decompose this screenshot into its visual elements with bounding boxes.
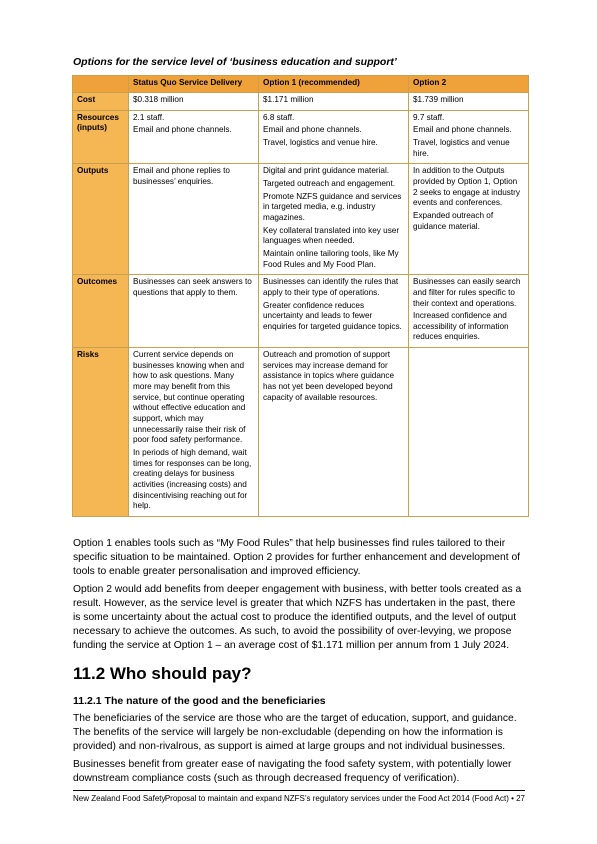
footer-title-page: Proposal to maintain and expand NZFS’s regulatory services under the Food Act 2014 (Food Act) • 27 [164, 794, 525, 803]
table-row [73, 348, 529, 517]
cell-text: Travel, logistics and venue hire. [263, 137, 378, 147]
cell-text: Email and phone channels. [133, 125, 232, 135]
table-cell [259, 275, 409, 348]
paragraph: Option 2 would add benefits from deeper engagement with business, with better tools created as a result. However, as the service level is greater that which NZFS has undertaken in the past, there is some uncertainty about the actual cost to produce the identified outputs, and the level of output necessary to achieve the outcomes. As such, to avoid the possibility of over-levying, we propose funding the service at Option 1 – an average cost of $1.171 million per annum from 1 July 2024. [73, 584, 522, 651]
table-row [73, 93, 529, 111]
cell-text: $0.318 million [133, 95, 184, 104]
table-row [73, 275, 529, 348]
row-header: Outputs [73, 164, 129, 275]
cell-text: Businesses can identify the rules that apply to their type of operations. [263, 277, 399, 297]
footer-org: New Zealand Food Safety [73, 794, 166, 803]
cell-text: Increased confidence and accessibility of information reduces enquiries. [413, 311, 509, 342]
paragraph: Option 1 enables tools such as “My Food Rules” that help businesses find rules tailored to their specific situation to be maintained. Option 2 provides for further enhancement and development of tools to enable greater personalisation and improved efficiency. [73, 538, 521, 577]
table-cell [259, 348, 409, 517]
header-cell [73, 76, 129, 93]
cell-text: 6.8 staff. [263, 112, 295, 122]
cell-text: Travel, logistics and venue hire. [413, 137, 510, 158]
header-cell: Option 1 (recommended) [259, 76, 409, 93]
cell-text: $1.739 million [413, 95, 464, 104]
table-cell [129, 93, 259, 111]
table-cell [409, 93, 529, 111]
cell-text: 9.7 staff. [413, 112, 445, 122]
cell-text: Current service depends on businesses knowing when and how to ask questions. Many more may benefit from this service, but continue operating without effective education and support, which may unnecessarily raise their risk of poor food safety performance. [133, 350, 246, 445]
table-row [73, 110, 529, 164]
table-cell [259, 164, 409, 275]
cell-text: $1.171 million [263, 95, 314, 104]
cell-text: Businesses can easily search and filter for rules specific to their context and operations. [413, 277, 521, 308]
table-cell [129, 275, 259, 348]
table-cell [129, 348, 259, 517]
table-cell [409, 348, 529, 517]
paragraphs-b [73, 712, 525, 786]
cell-text: Email and phone replies to businesses’ enquiries. [133, 166, 230, 186]
paragraph: Businesses benefit from greater ease of navigating the food safety system, with potentially lower downstream compliance costs (such as through decreased frequency of verification). [73, 759, 512, 784]
table-header-row [73, 76, 529, 93]
paragraphs-a [73, 537, 525, 653]
table-cell [259, 93, 409, 111]
cell-text: Key collateral translated into key user languages when needed. [263, 225, 400, 246]
header-cell: Status Quo Service Delivery [129, 76, 259, 93]
table-cell [409, 110, 529, 164]
header-cell: Option 2 [409, 76, 529, 93]
row-header: Risks [73, 348, 129, 517]
paragraph: The beneficiaries of the service are those who are the target of education, support, and guidance. The benefits of the service will largely be non-excludable (depending on how the information is provided) and non-rivalrous, as support is aimed at large groups and not individual businesses. [73, 713, 517, 752]
cell-text: Digital and print guidance material. [263, 166, 390, 176]
options-table [72, 75, 529, 517]
cell-text: Outreach and promotion of support services may increase demand for assistance in topics where guidance has not yet been developed beyond capacity of available resources. [263, 350, 395, 402]
cell-text: Greater confidence reduces uncertainty and leads to fewer enquiries for targeted guidance topics. [263, 300, 402, 331]
cell-text: In periods of high demand, wait times for responses can be long, creating delays for business activities (increasing costs) and disincentivising reaching out for help. [133, 448, 252, 511]
cell-text: 2.1 staff. [133, 112, 165, 122]
section-heading: 11.2 Who should pay? [73, 664, 252, 683]
cell-text: Email and phone channels. [413, 125, 512, 135]
cell-text: Email and phone channels. [263, 125, 362, 135]
subsection-heading: 11.2.1 The nature of the good and the beneficiaries [73, 695, 326, 707]
table-cell [259, 110, 409, 164]
cell-text: Targeted outreach and engagement. [263, 178, 396, 188]
cell-text: Maintain online tailoring tools, like My Food Rules and My Food Plan. [263, 248, 399, 269]
row-header: Outcomes [73, 275, 129, 348]
table-cell [129, 110, 259, 164]
footer-rule [73, 790, 525, 791]
cell-text: Expanded outreach of guidance material. [413, 210, 494, 231]
row-header: Resources (inputs) [73, 110, 129, 164]
table-cell [129, 164, 259, 275]
row-header: Cost [73, 93, 129, 111]
table-cell [409, 164, 529, 275]
table-caption: Options for the service level of ‘business education and support’ [73, 56, 397, 68]
cell-text: In addition to the Outputs provided by Option 1, Option 2 seeks to engage at industry events and conferences. [413, 166, 520, 208]
cell-text: Businesses can seek answers to questions that apply to them. [133, 277, 252, 297]
table-row [73, 164, 529, 275]
table-cell [409, 275, 529, 348]
cell-text: Promote NZFS guidance and services in targeted media, e.g. industry magazines. [263, 191, 402, 222]
